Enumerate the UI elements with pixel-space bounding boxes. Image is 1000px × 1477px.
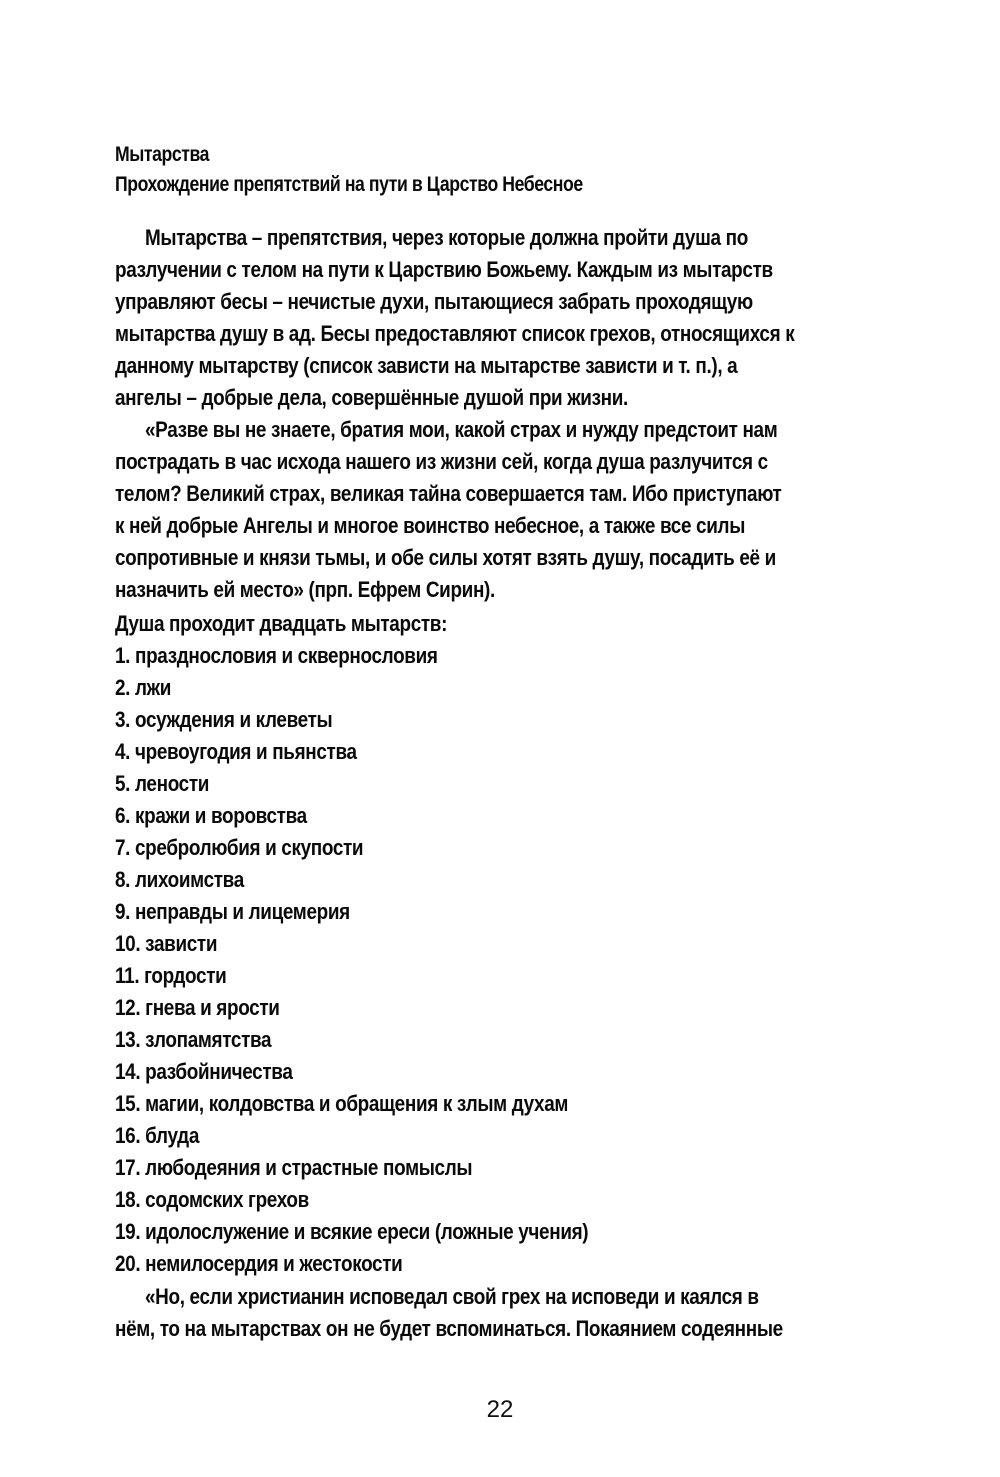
- quote-line: нём, то на мытарствах он не будет вспоминаться. Покаянием содеянные: [115, 1316, 783, 1341]
- list-item: 17. любодеяния и страстные помыслы: [115, 1155, 473, 1180]
- list-item: 1. празднословия и сквернословия: [115, 643, 438, 668]
- list-item: 19. идолослужение и всякие ереси (ложные учения): [115, 1219, 589, 1244]
- list-item: 5. лености: [115, 771, 210, 796]
- paragraph-line: Мытарства – препятствия, через которые должна пройти душа по: [145, 225, 748, 250]
- list-item: 16. блуда: [115, 1123, 200, 1148]
- list-item: 9. неправды и лицемерия: [115, 899, 350, 924]
- quote-line: к ней добрые Ангелы и многое воинство небесное, а также все силы: [115, 513, 746, 538]
- quote-line: «Но, если христианин исповедал свой грех на исповеди и каялся в: [145, 1284, 759, 1309]
- list-item: 8. лихоимства: [115, 867, 244, 892]
- list-item: 14. разбойничества: [115, 1059, 293, 1084]
- quote-line: телом? Великий страх, великая тайна совершается там. Ибо приступают: [115, 481, 782, 506]
- quote-line: «Разве вы не знаете, братия мои, какой страх и нужду предстоит нам: [145, 417, 778, 442]
- list-item: 20. немилосердия и жестокости: [115, 1251, 403, 1276]
- list-item: 13. злопамятства: [115, 1027, 272, 1052]
- page-number: 22: [486, 1396, 514, 1423]
- list-item: 18. содомских грехов: [115, 1187, 309, 1212]
- list-item: 6. кражи и воровства: [115, 803, 307, 828]
- list-item: 2. лжи: [115, 675, 172, 700]
- list-item: 4. чревоугодия и пьянства: [115, 739, 357, 764]
- list-item: 15. магии, колдовства и обращения к злым духам: [115, 1091, 569, 1116]
- quote-line: пострадать в час исхода нашего из жизни сей, когда душа разлучится с: [115, 449, 768, 474]
- paragraph-line: управляют бесы – нечистые духи, пытающиеся забрать проходящую: [115, 289, 753, 314]
- list-item: 10. зависти: [115, 931, 218, 956]
- paragraph-line: ангелы – добрые дела, совершённые душой при жизни.: [115, 385, 628, 410]
- paragraph-line: мытарства душу в ад. Бесы предоставляют список грехов, относящихся к: [115, 321, 795, 346]
- list-item: 11. гордости: [115, 963, 227, 988]
- quote-line: сопротивные и князи тьмы, и обе силы хотят взять душу, посадить её и: [115, 545, 776, 570]
- list-item: 12. гнева и ярости: [115, 995, 280, 1020]
- list-item: 3. осуждения и клеветы: [115, 707, 333, 732]
- page-subtitle: Прохождение препятствий на пути в Царство Небесное: [115, 173, 583, 196]
- list-intro: Душа проходит двадцать мытарств:: [115, 611, 448, 636]
- page-title: Мытарства: [115, 143, 210, 166]
- list-item: 7. сребролюбия и скупости: [115, 835, 364, 860]
- paragraph-line: данному мытарству (список зависти на мытарстве зависти и т. п.), а: [115, 353, 738, 378]
- quote-line: назначить ей место» (прп. Ефрем Сирин).: [115, 577, 495, 602]
- paragraph-line: разлучении с телом на пути к Царствию Божьему. Каждым из мытарств: [115, 257, 773, 282]
